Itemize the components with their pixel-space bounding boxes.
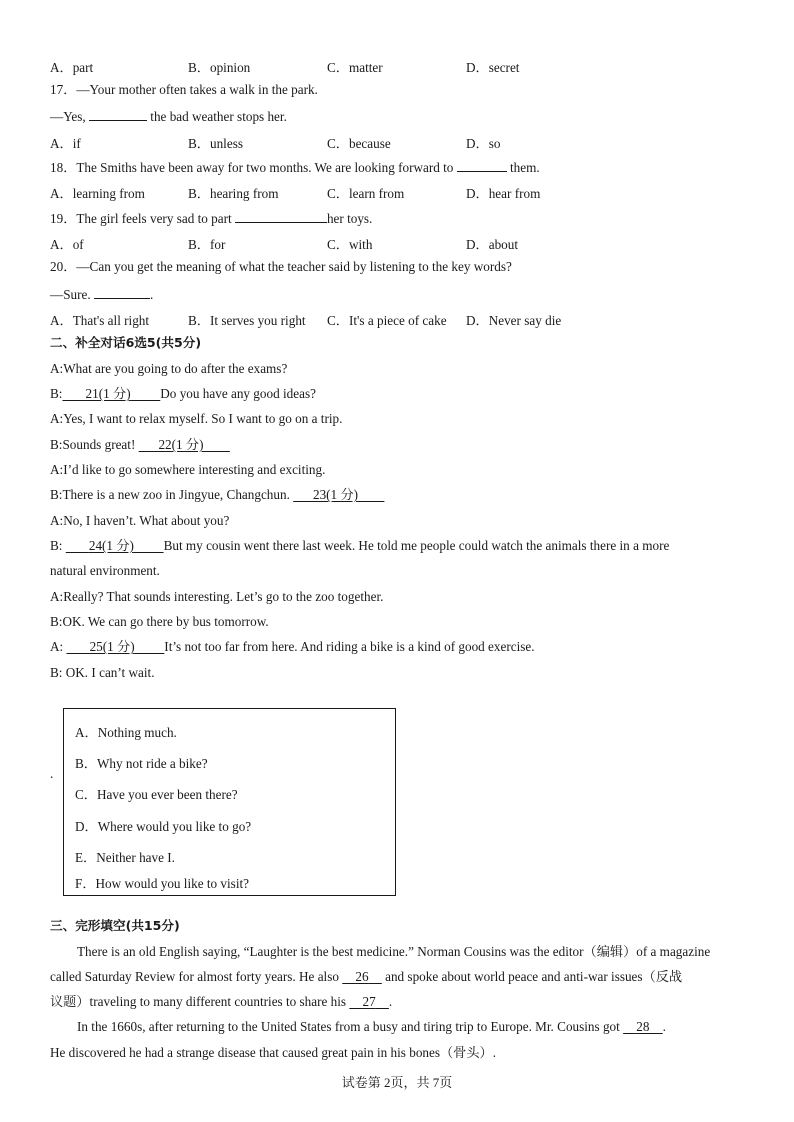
q20-option-b: B．It serves you right (188, 313, 306, 328)
page-footer: 试卷第 2页，共 7页 (341, 1075, 453, 1090)
q18-option-a: A．learning from (50, 186, 145, 201)
dialogue-line-7: A:No, I haven’t. What about you? (50, 513, 230, 528)
q20-reply: —Sure. . (50, 287, 154, 302)
q19-stem: 19．The girl feels very sad to part her toys. (50, 211, 373, 226)
q18-option-c: C．learn from (327, 186, 405, 201)
section2-title: 二、补全对话6选5(共5分) (50, 335, 202, 350)
dialogue-line-5: A:I’d like to go somewhere interesting and exciting. (50, 462, 326, 477)
q17-option-d: D．so (466, 136, 501, 151)
dialogue-line-3: A:Yes, I want to relax myself. So I want to go on a trip. (50, 411, 343, 426)
q19-option-a: A．of (50, 237, 84, 252)
q17-option-a: A．if (50, 136, 81, 151)
q20-option-a: A．That's all right (50, 313, 150, 328)
q19-option-c: C．with (327, 237, 373, 252)
q17-reply: —Yes, the bad weather stops her. (50, 109, 287, 124)
passage-line-2: called Saturday Review for almost forty years. He also 26 and spoke about world peace and anti-war issues（反战 (50, 969, 683, 984)
q18-option-b: B．hearing from (188, 186, 279, 201)
choices-box (63, 708, 396, 896)
q20-stem: 20．—Can you get the meaning of what the teacher said by listening to the key words? (50, 259, 512, 274)
passage-line-1: There is an old English saying, “Laughter is the best medicine.” Norman Cousins was the editor（编辑）of a magazine (77, 944, 711, 959)
dialogue-line-1: A:What are you going to do after the exams? (50, 361, 288, 376)
passage-line-5: He discovered he had a strange disease that caused great pain in his bones（骨头）. (50, 1045, 497, 1060)
dialogue-line-11: B:OK. We can go there by bus tomorrow. (50, 614, 269, 629)
dialogue-line-12: A: 25(1 分) It’s not too far from here. And riding a bike is a kind of good exercise. (50, 639, 535, 654)
q16-option-b: B．opinion (188, 60, 251, 75)
q18-stem: 18．The Smiths have been away for two months. We are looking forward to them. (50, 160, 540, 175)
dialogue-line-4: B:Sounds great! 22(1 分) (50, 437, 204, 452)
choice-b: B．Why not ride a bike? (75, 756, 208, 771)
q19-option-b: B．for (188, 237, 226, 252)
section3-title: 三、完形填空(共15分) (50, 918, 180, 933)
q20-option-d: D．Never say die (466, 313, 562, 328)
dialogue-line-8: B: 24(1 分) But my cousin went there last week. He told me people could watch the animals there in a more (50, 538, 670, 553)
choice-a: A．Nothing much. (75, 725, 177, 740)
dialogue-line-13: B: OK. I can’t wait. (50, 665, 155, 680)
q17-stem: 17．—Your mother often takes a walk in the park. (50, 82, 318, 97)
choice-e: E．Neither have I. (75, 850, 175, 865)
dialogue-line-10: A:Really? That sounds interesting. Let’s go to the zoo together. (50, 589, 384, 604)
q20-option-c: C．It's a piece of cake (327, 313, 447, 328)
q18-option-d: D．hear from (466, 186, 541, 201)
passage-line-3: 议题）traveling to many different countries to share his 27 . (50, 994, 393, 1009)
passage-line-4: In the 1660s, after returning to the United States from a busy and tiring trip to Europe. Mr. Cousins got 28 . (77, 1019, 666, 1034)
q16-option-c: C．matter (327, 60, 383, 75)
choice-d: D．Where would you like to go? (75, 819, 252, 834)
dialogue-line-9: natural environment. (50, 563, 160, 578)
choice-f: F．How would you like to visit? (75, 876, 250, 891)
choice-c: C．Have you ever been there? (75, 787, 238, 802)
q17-option-b: B．unless (188, 136, 243, 151)
stray-dot: . (50, 766, 54, 781)
q19-option-d: D．about (466, 237, 519, 252)
dialogue-line-2: B: 21(1 分) Do you have any good ideas? (50, 386, 316, 401)
q17-option-c: C．because (327, 136, 391, 151)
q16-option-a: A．part (50, 60, 94, 75)
q16-option-d: D．secret (466, 60, 520, 75)
dialogue-line-6: B:There is a new zoo in Jingyue, Changchun. 23(1 分) (50, 487, 359, 502)
